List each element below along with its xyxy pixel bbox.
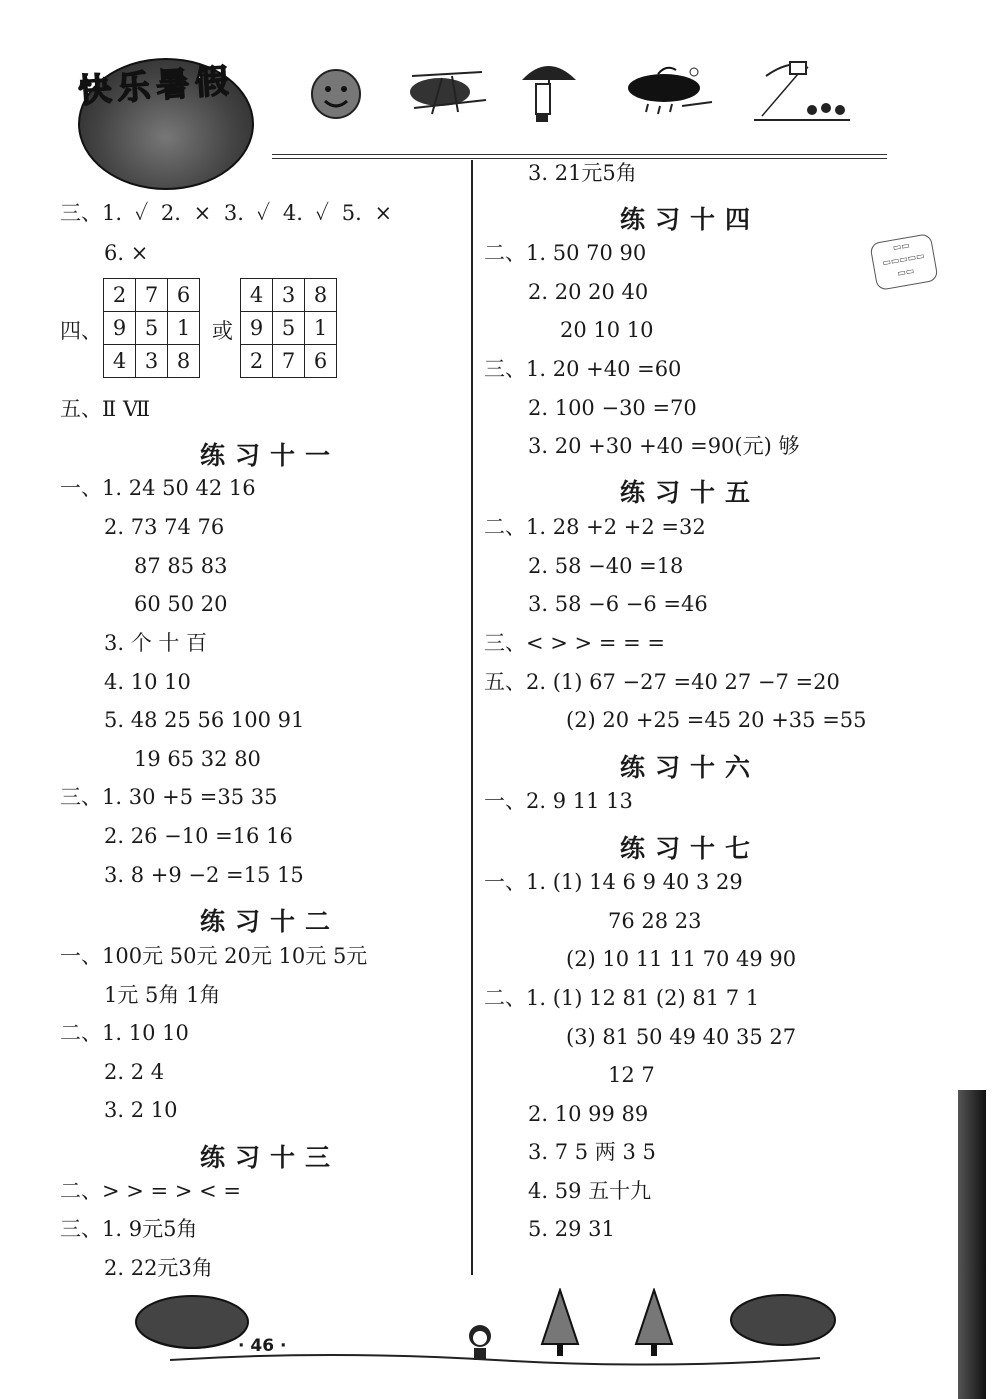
rain-cloud-icon <box>622 62 714 118</box>
or-label: 或 <box>212 319 233 343</box>
sun-face-icon <box>305 65 367 123</box>
answer-line: 4. 59 五十九 <box>528 1179 652 1203</box>
answer-line: 2. 10 99 89 <box>528 1102 649 1126</box>
page-number: · 46 · <box>238 1336 287 1356</box>
answer-line: 2. 2 4 <box>104 1060 165 1084</box>
answer-line: 2. 20 20 40 <box>528 280 649 304</box>
grid-cell: 8 <box>168 345 200 378</box>
answer-line: 2. 58 −40 =18 <box>528 554 684 578</box>
grid-cell: 5 <box>273 312 305 345</box>
answer-line: (2) 10 11 11 70 49 90 <box>566 947 797 971</box>
answer-line: 4. 10 10 <box>104 670 191 694</box>
answer-line: 2. 100 −30 =70 <box>528 396 697 420</box>
answer-line: 三、1. ✓ 2. × 3. ✓ 4. ✓ 5. × <box>60 201 393 225</box>
grid-cell: 8 <box>305 279 337 312</box>
answer-line: 二、1. 10 10 <box>60 1021 189 1045</box>
answer-line: 二、1. 28 +2 +2 =32 <box>484 515 706 539</box>
answer-line: 60 50 20 <box>134 592 228 616</box>
answer-line: 一、2. 9 11 13 <box>484 789 633 813</box>
answer-line: 2. 73 74 76 <box>104 515 225 539</box>
answer-line: 2. 22元3角 <box>104 1256 213 1280</box>
section-heading: 练习十五 <box>620 478 761 507</box>
answer-line: 5. 48 25 56 100 91 <box>104 708 305 732</box>
answer-line: 3. 20 +30 +40 =90(元) 够 <box>528 434 800 458</box>
column-divider <box>471 160 473 1275</box>
answer-line: 3. 58 −6 −6 =46 <box>528 592 708 616</box>
answer-line: (3) 81 50 49 40 35 27 <box>566 1025 797 1049</box>
grid-cell: 6 <box>305 345 337 378</box>
section-label: 四、 <box>60 319 102 343</box>
grid-cell: 9 <box>241 312 273 345</box>
grid-cell: 9 <box>104 312 136 345</box>
answer-line: 3. 8 +9 −2 =15 15 <box>104 863 304 887</box>
answer-line: 五、2. (1) 67 −27 =40 27 −7 =20 <box>484 670 840 694</box>
answer-line: 3. 21元5角 <box>528 161 637 185</box>
answer-line: 19 65 32 80 <box>134 747 261 771</box>
answer-line: 一、1. (1) 14 6 9 40 3 29 <box>484 870 743 894</box>
grid-cell: 7 <box>273 345 305 378</box>
magic-square-1 <box>103 278 200 378</box>
sun-cloud-rays-icon <box>402 68 490 116</box>
page-header-title: 快乐暑假 <box>76 60 236 111</box>
grid-cell: 2 <box>104 279 136 312</box>
answer-line: 2. 26 −10 =16 16 <box>104 824 293 848</box>
answer-line: 87 85 83 <box>134 554 228 578</box>
section-heading: 练习十三 <box>200 1143 341 1172</box>
answer-line: 一、100元 50元 20元 10元 5元 <box>60 944 368 968</box>
answer-line: 6. × <box>104 241 149 265</box>
answer-line: 二、1. (1) 12 81 (2) 81 7 1 <box>484 986 760 1010</box>
answer-line: 一、1. 24 50 42 16 <box>60 476 256 500</box>
answer-line: (2) 20 +25 =45 20 +35 =55 <box>566 708 867 732</box>
answer-line: 3. 7 5 两 3 5 <box>528 1140 656 1164</box>
answer-line: 五、Ⅱ Ⅶ <box>60 397 151 421</box>
section-heading: 练习十四 <box>620 205 761 234</box>
grid-cell: 2 <box>241 345 273 378</box>
grid-cell: 3 <box>273 279 305 312</box>
forest-icon <box>728 1290 838 1352</box>
answer-line: 76 28 23 <box>608 909 702 933</box>
answer-line: 二、1. 50 70 90 <box>484 241 647 265</box>
answer-line: 三、< > > = = = <box>484 631 665 655</box>
grid-cell: 1 <box>168 312 200 345</box>
answer-line: 20 10 10 <box>560 318 654 342</box>
grid-cell: 5 <box>136 312 168 345</box>
grid-cell: 4 <box>104 345 136 378</box>
section-heading: 练习十一 <box>200 441 341 470</box>
page-edge-band <box>958 1090 986 1399</box>
answer-line: 三、1. 20 +40 =60 <box>484 357 682 381</box>
answer-line: 5. 29 31 <box>528 1217 615 1241</box>
answer-line: 12 7 <box>608 1063 655 1087</box>
forest-icon <box>132 1290 252 1354</box>
magic-square-2 <box>240 278 337 378</box>
header-divider <box>272 154 887 159</box>
grid-cell: 1 <box>305 312 337 345</box>
watermark-stamp-icon: ▭▭ ▭▭▭▭▭ ▭▭ <box>869 233 938 291</box>
footer-baseline <box>170 1350 820 1370</box>
answer-line: 1元 5角 1角 <box>104 983 221 1007</box>
grid-cell: 7 <box>136 279 168 312</box>
grid-cell: 6 <box>168 279 200 312</box>
answer-line: 3. 个 十 百 <box>104 631 208 655</box>
section-heading: 练习十六 <box>620 753 761 782</box>
answer-line: 三、1. 30 +5 =35 35 <box>60 785 278 809</box>
answer-line: 二、> > = > < = <box>60 1179 241 1203</box>
grid-cell: 4 <box>241 279 273 312</box>
answer-line: 三、1. 9元5角 <box>60 1217 198 1241</box>
answer-line: 3. 2 10 <box>104 1098 178 1122</box>
grid-cell: 3 <box>136 345 168 378</box>
section-heading: 练习十二 <box>200 907 341 936</box>
kite-landscape-icon <box>752 58 852 126</box>
umbrella-child-icon <box>518 58 580 126</box>
section-heading: 练习十七 <box>620 834 761 863</box>
